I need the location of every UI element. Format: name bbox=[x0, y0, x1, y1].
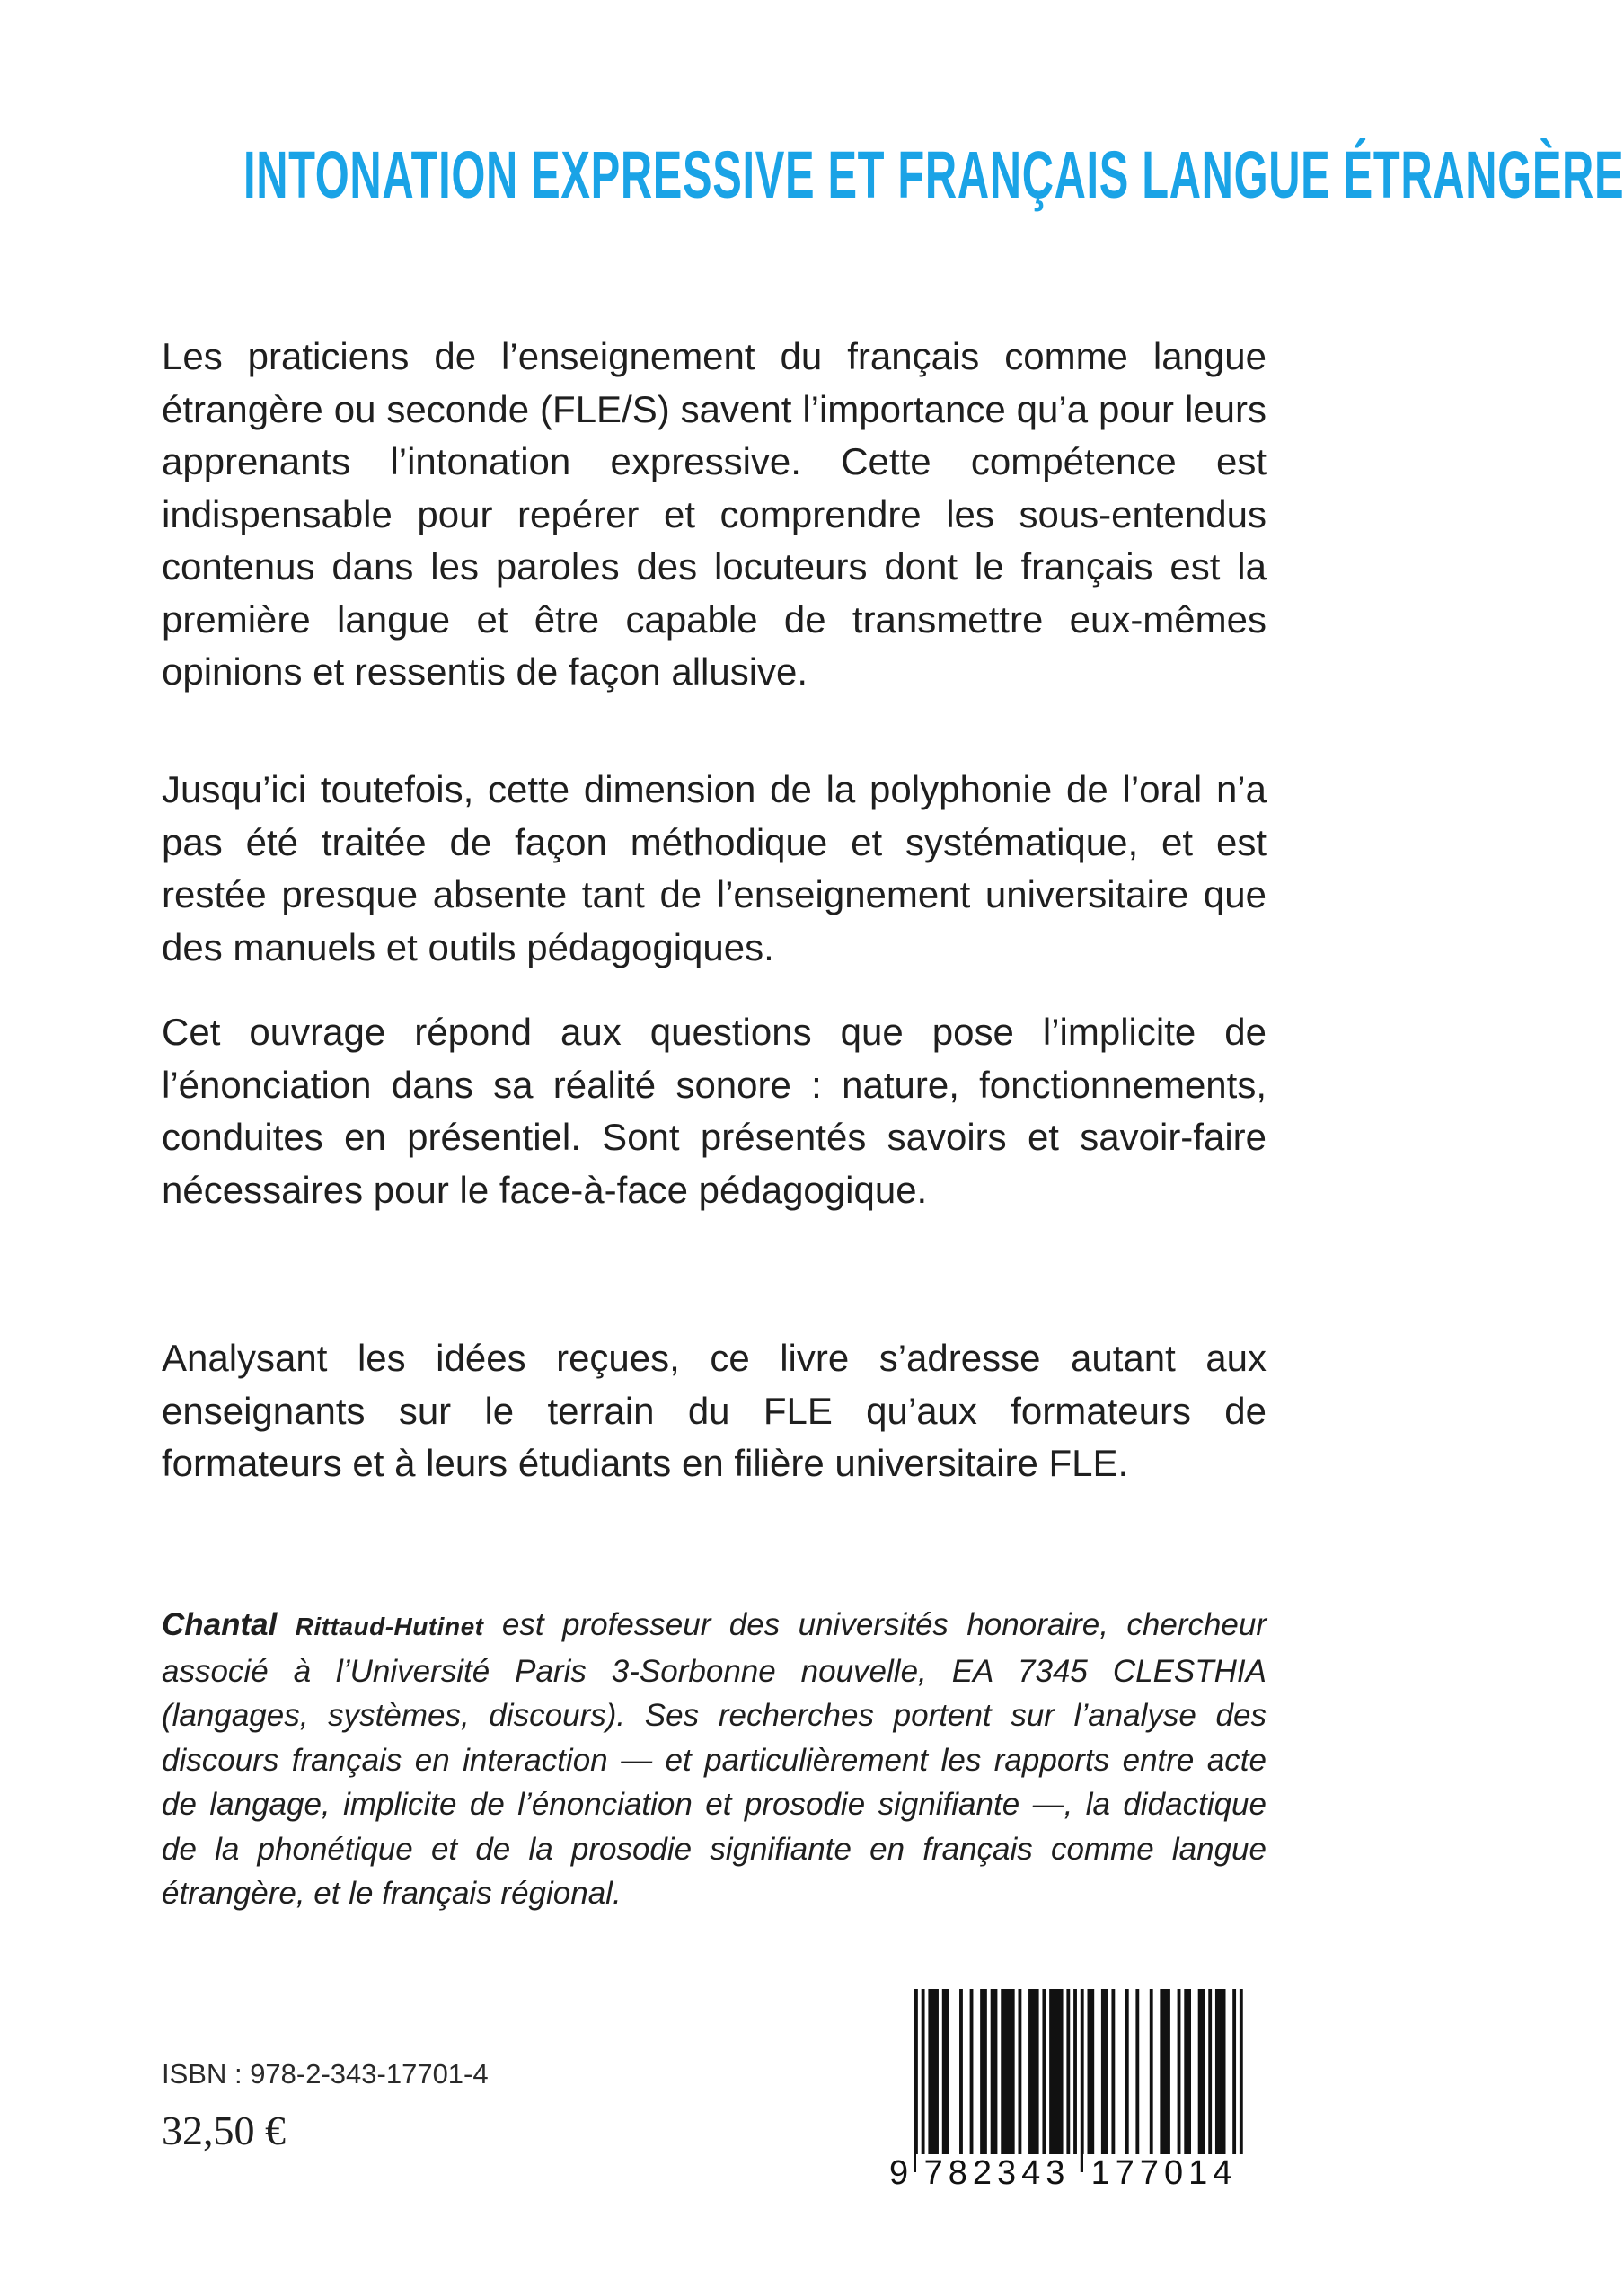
barcode-bar bbox=[980, 1989, 987, 2154]
barcode-bar bbox=[1101, 1989, 1108, 2154]
barcode-guard-bar bbox=[922, 1989, 925, 2172]
barcode-bar bbox=[1019, 1989, 1022, 2154]
barcode-bar bbox=[1042, 1989, 1046, 2154]
price-label: 32,50 € bbox=[162, 2108, 286, 2153]
barcode-bar bbox=[1028, 1989, 1039, 2154]
barcode-bar bbox=[1184, 1989, 1191, 2154]
barcode-bar bbox=[1001, 1989, 1014, 2154]
barcode-bar bbox=[1049, 1989, 1063, 2154]
barcode-bar bbox=[1208, 1989, 1212, 2154]
barcode-bar bbox=[970, 1989, 974, 2154]
barcode-bar bbox=[1135, 1989, 1139, 2154]
barcode-guard-bar bbox=[1073, 1989, 1077, 2172]
barcode-guard-bar bbox=[1240, 1989, 1243, 2172]
isbn-label: ISBN : 978-2-343-17701-4 bbox=[162, 2058, 489, 2090]
barcode-bar bbox=[1160, 1989, 1170, 2154]
barcode-bar bbox=[991, 1989, 998, 2154]
author-bio-text: est professeur des universités honoraire, chercheur associé à l’Université Paris 3-Sorbonne nouvelle, EA 7345 CLESTHIA (langages, systèmes, discours). Ses recherches portent sur l’analyse des discours français en interaction — et particulièrement les rapports entre acte de langage, implicite de l’énonciation et prosodie signifiante —, la didactique de la phonétique et de la prosodie signifiante en français comme langue étrangère, et le français régional. bbox=[162, 1607, 1267, 1911]
blurb-paragraph-3: Cet ouvrage répond aux questions que pose l’implicite de l’énonciation dans sa réalité sonore : nature, fonctionnements, conduites en présentiel. Sont présentés savoirs et savoir-faire nécessaires pour le face-à-face pédagogique. bbox=[162, 1011, 1267, 1211]
blurb-paragraph-1: Les praticiens de l’enseignement du français comme langue étrangère ou seconde (FLE/S) savent l’importance qu’a pour leurs apprenants l’intonation expressive. Cette compétence est indispensable pour repérer et comprendre les sous-entendus contenus dans les paroles des locuteurs dont le français est la première langue et être capable de transmettre eux-mêmes opinions et ressentis de façon allusive. bbox=[162, 335, 1267, 693]
blurb-paragraph-2: Jusqu’ici toutefois, cette dimension de la polyphonie de l’oral n’a pas été traitée de façon méthodique et systématique, et est restée presque absente tant de l’enseignement universitaire que des manuels et outils pédagogiques. bbox=[162, 768, 1267, 968]
barcode-right-digits: 177014 bbox=[1083, 2154, 1245, 2192]
barcode-guard-bar bbox=[914, 1989, 918, 2172]
barcode-bar bbox=[959, 1989, 963, 2154]
barcode-guard-bar bbox=[1081, 1989, 1084, 2172]
barcode-bar bbox=[928, 1989, 939, 2154]
author-name bbox=[162, 1607, 483, 1642]
barcode-bar bbox=[1150, 1989, 1153, 2154]
barcode-bar bbox=[1178, 1989, 1181, 2154]
barcode-bar bbox=[942, 1989, 949, 2154]
barcode-first-digit: 9 bbox=[889, 2154, 909, 2192]
barcode-bar bbox=[1125, 1989, 1129, 2154]
barcode-bar bbox=[1066, 1989, 1070, 2154]
barcode-bar bbox=[1215, 1989, 1226, 2154]
barcode bbox=[889, 1985, 1267, 2192]
barcode-left-digits: 782343 bbox=[916, 2154, 1078, 2192]
book-title: INTONATION EXPRESSIVE ET FRANÇAIS LANGUE ÉTRANGÈRE bbox=[243, 137, 1624, 212]
blurb-paragraph-4: Analysant les idées reçues, ce livre s’adresse autant aux enseignants sur le terrain du FLE qu’aux formateurs de formateurs et à leurs étudiants en filière universitaire FLE. bbox=[162, 1337, 1267, 1484]
author-last-name: Rittaud-Hutinet bbox=[295, 1613, 484, 1640]
author-first-name: Chantal bbox=[162, 1607, 278, 1642]
author-bio bbox=[162, 1603, 1267, 1916]
barcode-guard-bar bbox=[1232, 1989, 1236, 2172]
barcode-bar bbox=[1111, 1989, 1115, 2154]
barcode-bar bbox=[1088, 1989, 1095, 2154]
barcode-bar bbox=[1198, 1989, 1205, 2154]
